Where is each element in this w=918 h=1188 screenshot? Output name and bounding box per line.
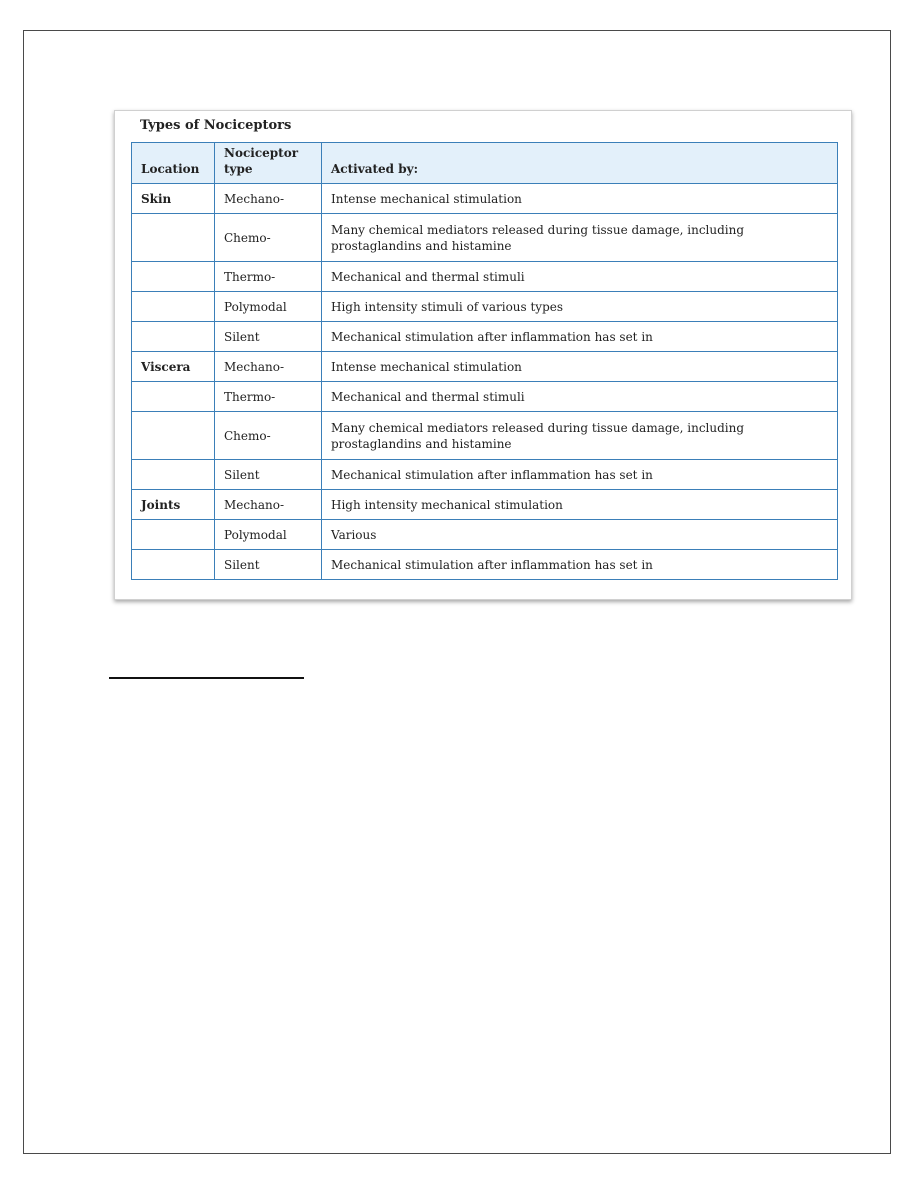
- cell-location: Joints: [132, 490, 215, 520]
- cell-type: Mechano-: [215, 352, 322, 382]
- cell-location: [132, 322, 215, 352]
- cell-activated-by: Various: [322, 520, 838, 550]
- header-nociceptor-type: Nociceptor type: [215, 143, 322, 184]
- cell-activated-by: Many chemical mediators released during tissue damage, including prostaglandins and histamine: [322, 214, 838, 262]
- table-row: [132, 292, 838, 322]
- table-row: [132, 352, 838, 382]
- cell-activated-by: Intense mechanical stimulation: [322, 184, 838, 214]
- table-row: [132, 550, 838, 580]
- cell-type: Silent: [215, 550, 322, 580]
- cell-type: Polymodal: [215, 520, 322, 550]
- cell-location: [132, 382, 215, 412]
- cell-type: Thermo-: [215, 382, 322, 412]
- cell-type: Mechano-: [215, 490, 322, 520]
- cell-location: Skin: [132, 184, 215, 214]
- horizontal-rule: [109, 677, 304, 679]
- cell-type: Chemo-: [215, 214, 322, 262]
- cell-location: Viscera: [132, 352, 215, 382]
- cell-type: Mechano-: [215, 184, 322, 214]
- table-row: [132, 460, 838, 490]
- cell-type: Chemo-: [215, 412, 322, 460]
- header-activated-by: Activated by:: [322, 143, 838, 184]
- table-row: [132, 322, 838, 352]
- cell-type: Polymodal: [215, 292, 322, 322]
- cell-location: [132, 550, 215, 580]
- cell-activated-by: Mechanical stimulation after inflammation has set in: [322, 550, 838, 580]
- cell-activated-by: Mechanical stimulation after inflammation has set in: [322, 322, 838, 352]
- cell-activated-by: Mechanical and thermal stimuli: [322, 382, 838, 412]
- table-row: [132, 412, 838, 460]
- cell-activated-by: High intensity stimuli of various types: [322, 292, 838, 322]
- cell-location: [132, 214, 215, 262]
- table-header-row: [132, 143, 838, 184]
- cell-activated-by: Many chemical mediators released during tissue damage, including prostaglandins and histamine: [322, 412, 838, 460]
- cell-type: Silent: [215, 460, 322, 490]
- table-row: [132, 214, 838, 262]
- header-location: Location: [132, 143, 215, 184]
- table-row: [132, 490, 838, 520]
- cell-type: Silent: [215, 322, 322, 352]
- cell-location: [132, 520, 215, 550]
- cell-location: [132, 262, 215, 292]
- cell-type: Thermo-: [215, 262, 322, 292]
- table-caption: Types of Nociceptors: [140, 118, 292, 133]
- cell-activated-by: Mechanical and thermal stimuli: [322, 262, 838, 292]
- cell-location: [132, 292, 215, 322]
- cell-activated-by: Intense mechanical stimulation: [322, 352, 838, 382]
- nociceptor-table: [131, 142, 838, 580]
- table-row: [132, 184, 838, 214]
- table-row: [132, 262, 838, 292]
- cell-location: [132, 460, 215, 490]
- cell-activated-by: High intensity mechanical stimulation: [322, 490, 838, 520]
- nociceptor-table-figure: [114, 110, 852, 600]
- cell-activated-by: Mechanical stimulation after inflammation has set in: [322, 460, 838, 490]
- table-row: [132, 382, 838, 412]
- cell-location: [132, 412, 215, 460]
- table-row: [132, 520, 838, 550]
